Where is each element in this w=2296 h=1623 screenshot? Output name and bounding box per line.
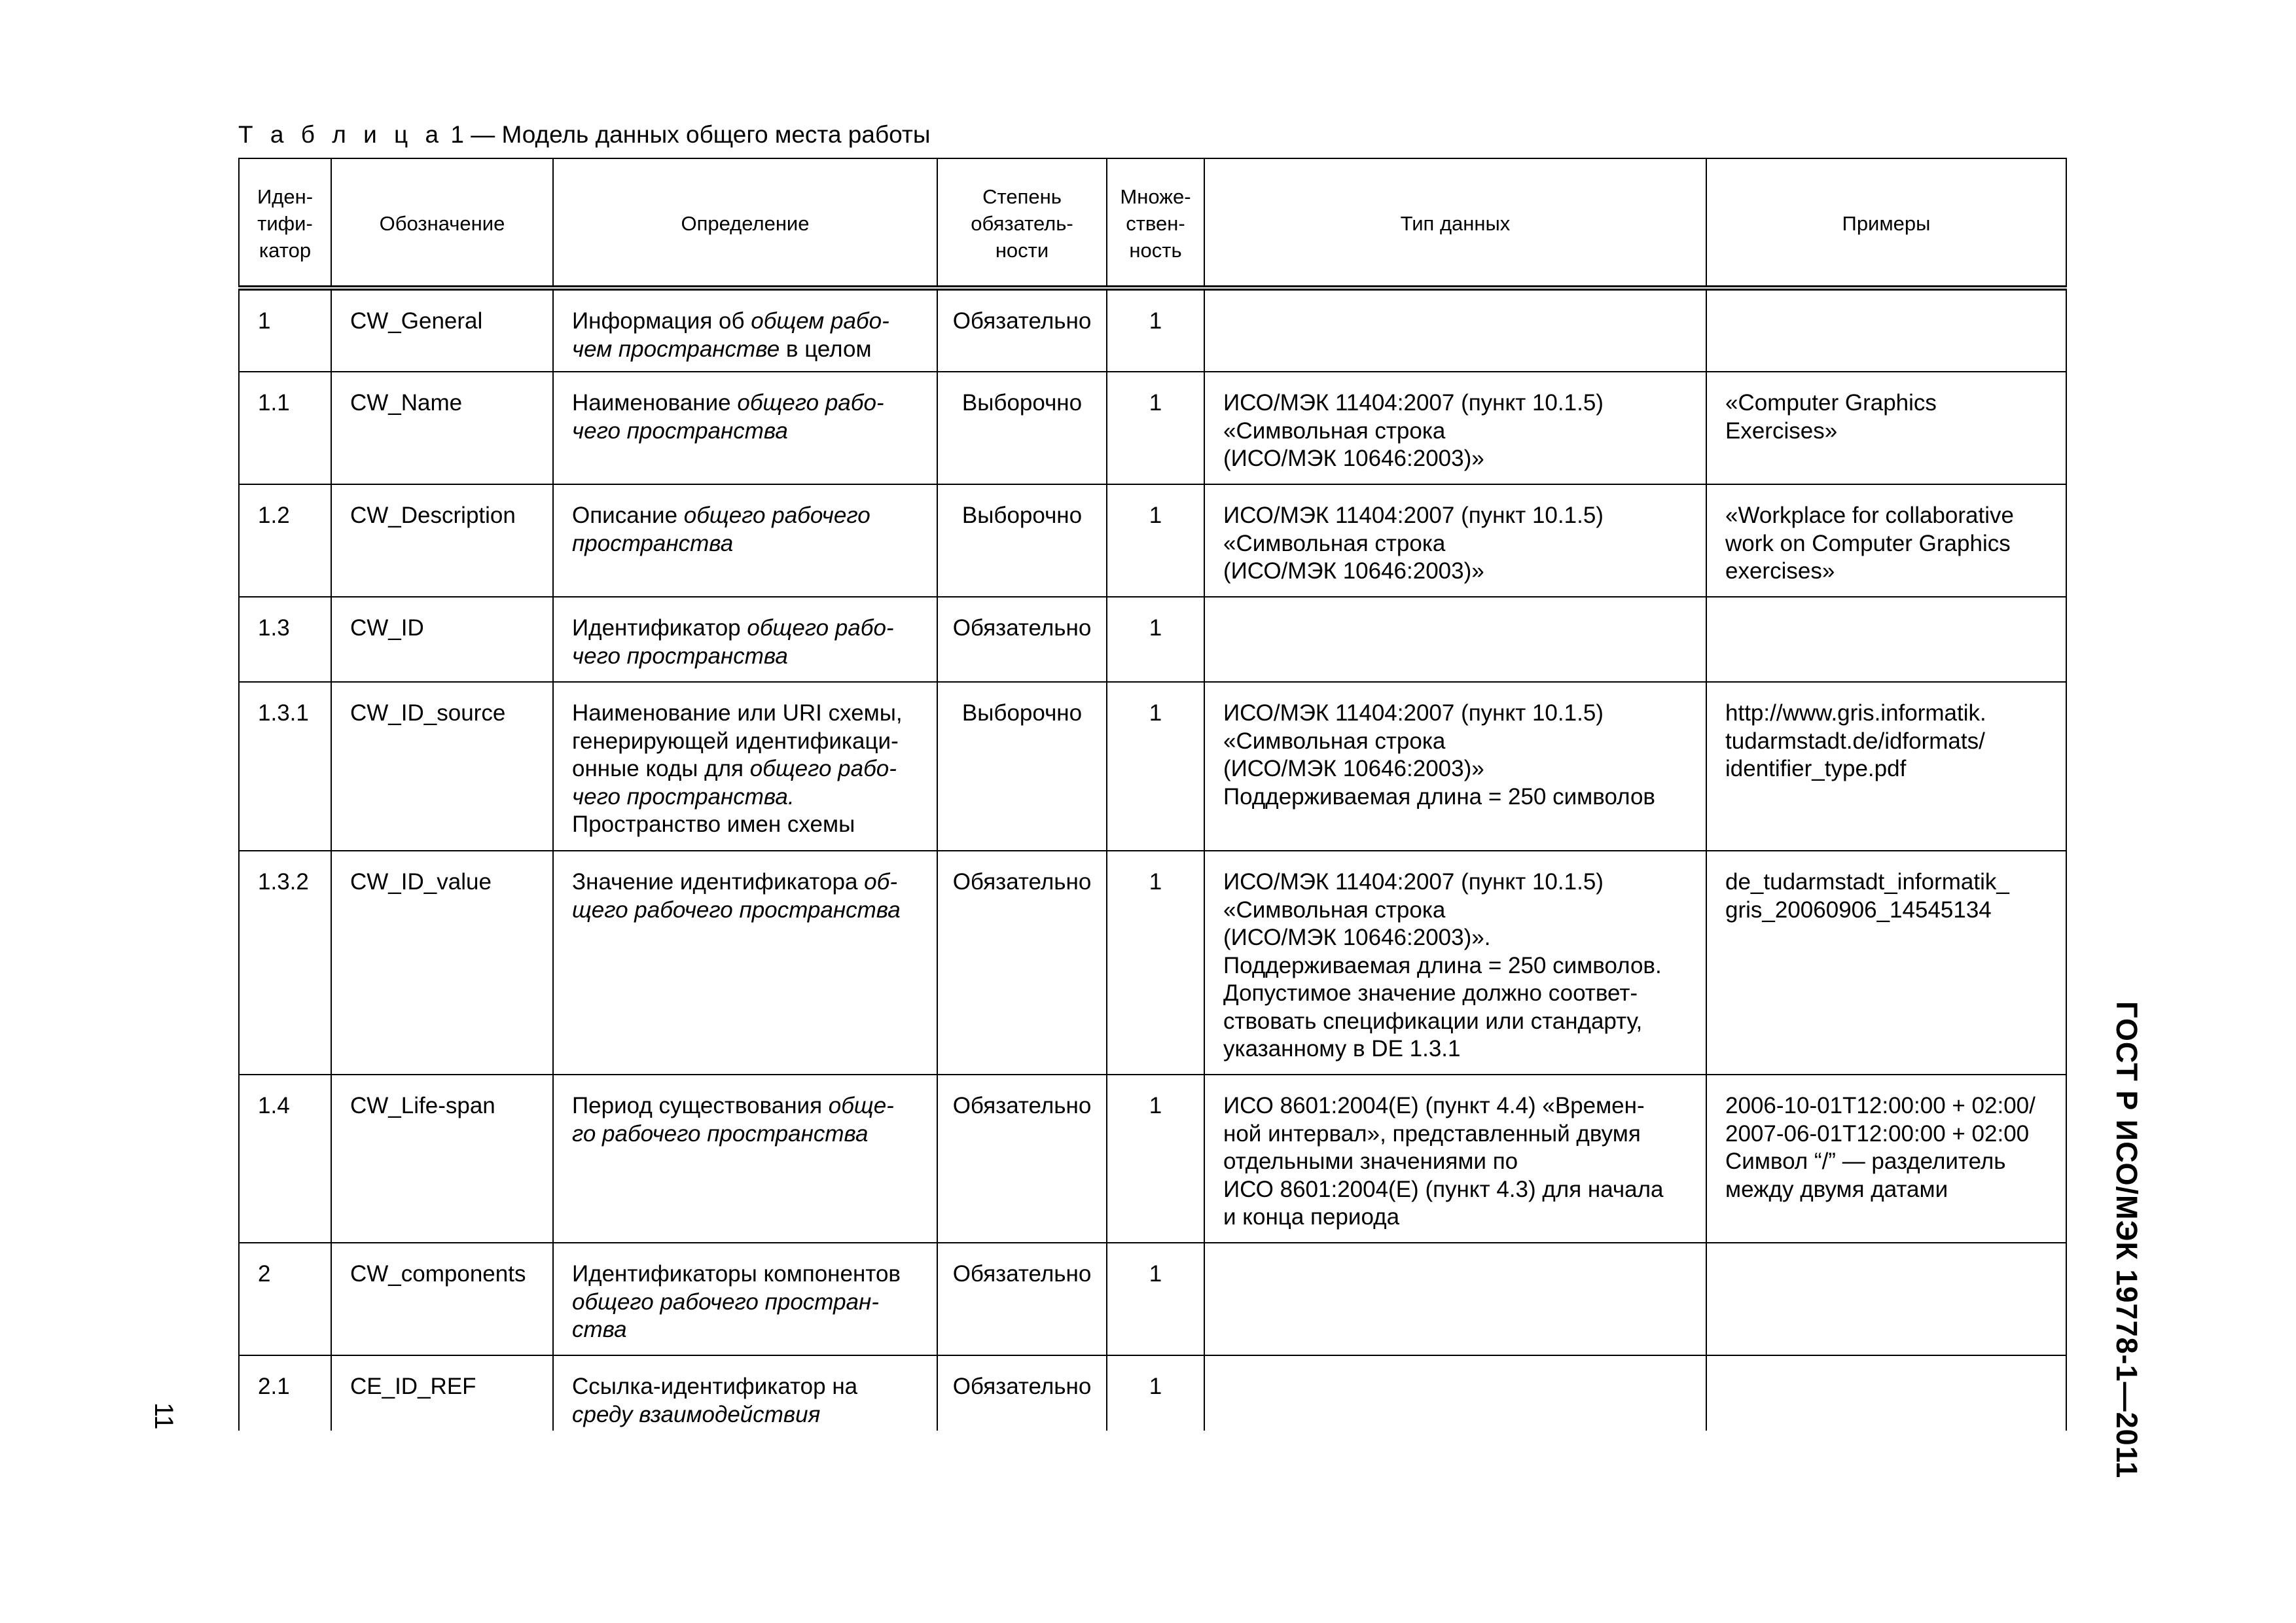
cell-datatype (1204, 288, 1706, 372)
document-designation: ГОСТ Р ИСО/МЭК 19778-1—2011 (2110, 1001, 2144, 1479)
cell-obligation (937, 372, 1107, 484)
cell-line: «Символьная строка (1223, 530, 1446, 556)
cell-datatype (1204, 1075, 1706, 1243)
cell-text: 1 (1149, 1093, 1162, 1118)
definition-line (572, 418, 930, 446)
italic-term: чего пространства (572, 643, 788, 669)
cell-examples (1706, 851, 2066, 1075)
table-row (239, 682, 2066, 851)
cell-text: 1 (1149, 308, 1162, 334)
header-designation (331, 158, 553, 288)
page-bottom-margin (0, 1431, 2296, 1623)
definition-line (572, 1260, 930, 1289)
header-line: Примеры (1842, 212, 1931, 235)
cell-line: ствовать спецификации или стандарту, (1223, 1008, 1643, 1034)
cell-datatype (1204, 484, 1706, 597)
cell-line: Поддерживаемая длина = 250 символов (1223, 783, 1656, 810)
cell-obligation (937, 1355, 1107, 1442)
cell-multiplicity (1107, 597, 1204, 682)
cell-obligation (937, 1243, 1107, 1355)
cell-designation (331, 682, 553, 851)
cell-identifier (239, 1243, 331, 1355)
definition-text: Наименование (572, 390, 738, 416)
definition-line (572, 897, 930, 925)
cell-text: 2.1 (258, 1374, 290, 1399)
cell-designation (331, 597, 553, 682)
cell-line: http://www.gris.informatik. (1725, 700, 1986, 726)
cell-line: указанному в DE 1.3.1 (1223, 1036, 1461, 1061)
header-obligation (937, 158, 1107, 288)
data-model-table (238, 158, 2067, 1442)
cell-identifier (239, 1355, 331, 1442)
table-row (239, 1355, 2066, 1442)
cell-text: CW_Name (350, 390, 463, 416)
header-line: ности (995, 239, 1049, 262)
cell-text: CW_ID_value (350, 869, 492, 895)
cell-text: 1.3 (258, 615, 290, 641)
cell-line: (ИСО/МЭК 10646:2003)» (1223, 756, 1484, 781)
cell-multiplicity (1107, 1355, 1204, 1442)
cell-line: ИСО 8601:2004(E) (пункт 4.3) для начала (1223, 1176, 1664, 1202)
definition-text: Ссылка-идентификатор на (572, 1374, 858, 1399)
cell-examples (1706, 484, 2066, 597)
cell-text: 1.3.1 (258, 700, 309, 726)
cell-line: work on Computer Graphics (1725, 530, 2011, 556)
cell-line: ной интервал», представленный двумя (1223, 1120, 1641, 1147)
caption-number: 1 (450, 121, 464, 148)
cell-line: Поддерживаемая длина = 250 символов. (1223, 952, 1662, 978)
cell-definition (553, 1243, 937, 1355)
cell-line: «Computer Graphics (1725, 390, 1937, 416)
cell-identifier (239, 851, 331, 1075)
cell-text: 1 (258, 308, 271, 334)
cell-text: 1.3.2 (258, 869, 309, 895)
cell-definition (553, 1355, 937, 1442)
cell-text: 1 (1149, 390, 1162, 416)
italic-term: об- (864, 869, 897, 895)
italic-term: общем рабо- (751, 308, 889, 334)
cell-line: ИСО/МЭК 11404:2007 (пункт 10.1.5) (1223, 700, 1604, 726)
header-line: катор (259, 239, 312, 262)
cell-datatype (1204, 1243, 1706, 1355)
cell-text: Выборочно (961, 700, 1083, 726)
cell-datatype (1204, 597, 1706, 682)
definition-text: Наименование или URI схемы, (572, 700, 903, 726)
italic-term: общего рабочего (683, 503, 870, 528)
cell-multiplicity (1107, 484, 1204, 597)
definition-text: онные коды для (572, 756, 750, 781)
cell-multiplicity (1107, 1243, 1204, 1355)
definition-line (572, 308, 930, 336)
header-multiplicity (1107, 158, 1204, 288)
cell-line: de_tudarmstadt_informatik_ (1725, 869, 2009, 895)
italic-term: общего рабо- (737, 390, 884, 416)
cell-line: (ИСО/МЭК 10646:2003)» (1223, 558, 1484, 584)
cell-text: Обязательно (952, 869, 1092, 895)
table-row (239, 597, 2066, 682)
italic-term: ства (572, 1317, 627, 1342)
cell-examples (1706, 288, 2066, 372)
table-row (239, 1243, 2066, 1355)
header-line: Степень (982, 185, 1062, 208)
cell-multiplicity (1107, 372, 1204, 484)
header-datatype (1204, 158, 1706, 288)
cell-line: ИСО/МЭК 11404:2007 (пункт 10.1.5) (1223, 869, 1604, 895)
table-row (239, 288, 2066, 372)
cell-line: 2007-06-01T12:00:00 + 02:00 (1725, 1120, 2030, 1147)
cell-line: (ИСО/МЭК 10646:2003)». (1223, 925, 1491, 950)
cell-text: 1.2 (258, 503, 290, 528)
caption-title: — Модель данных общего места работы (471, 121, 931, 148)
cell-identifier (239, 682, 331, 851)
cell-line: «Символьная строка (1223, 728, 1446, 754)
cell-text: CW_components (350, 1261, 526, 1287)
cell-designation (331, 288, 553, 372)
cell-line: Допустимое значение должно соответ- (1223, 980, 1638, 1006)
header-line: ствен- (1126, 212, 1185, 235)
cell-datatype (1204, 682, 1706, 851)
cell-text: 2 (258, 1261, 271, 1287)
cell-text: Обязательно (952, 1093, 1092, 1118)
header-line: Иден- (257, 185, 314, 208)
definition-line (572, 700, 930, 728)
page-number: 11 (149, 1402, 178, 1430)
cell-text: Обязательно (952, 615, 1092, 641)
italic-term: общего рабо- (747, 615, 894, 641)
definition-line (572, 868, 930, 897)
cell-line: 2006-10-01T12:00:00 + 02:00/ (1725, 1093, 2036, 1118)
italic-term: пространства (572, 530, 734, 556)
cell-definition (553, 288, 937, 372)
cell-line: gris_20060906_14545134 (1725, 897, 1992, 923)
cell-text: Обязательно (952, 1374, 1092, 1399)
cell-identifier (239, 484, 331, 597)
cell-designation (331, 484, 553, 597)
definition-text: в целом (780, 336, 872, 362)
header-line: тифи- (257, 212, 313, 235)
cell-line: и конца периода (1223, 1204, 1400, 1230)
cell-obligation (937, 597, 1107, 682)
definition-line (572, 389, 930, 418)
definition-line (572, 336, 930, 364)
definition-text: Идентификаторы компонентов (572, 1261, 901, 1287)
cell-text: CW_ID_source (350, 700, 506, 726)
cell-text: 1 (1149, 700, 1162, 726)
definition-line (572, 783, 930, 812)
cell-line: ИСО/МЭК 11404:2007 (пункт 10.1.5) (1223, 390, 1604, 416)
cell-text: Выборочно (961, 390, 1083, 416)
cell-designation (331, 851, 553, 1075)
cell-multiplicity (1107, 1075, 1204, 1243)
cell-text: Выборочно (961, 503, 1083, 528)
cell-line: «Символьная строка (1223, 418, 1446, 444)
cell-text: CW_General (350, 308, 483, 334)
cell-examples (1706, 1075, 2066, 1243)
definition-line (572, 1373, 930, 1401)
table-row (239, 851, 2066, 1075)
cell-text: 1 (1149, 1374, 1162, 1399)
definition-line (572, 1401, 930, 1429)
cell-definition (553, 1075, 937, 1243)
cell-identifier (239, 288, 331, 372)
cell-examples (1706, 1243, 2066, 1355)
cell-text: 1 (1149, 615, 1162, 641)
header-examples (1706, 158, 2066, 288)
cell-examples (1706, 372, 2066, 484)
cell-obligation (937, 851, 1107, 1075)
cell-text: 1.4 (258, 1093, 290, 1118)
definition-line (572, 1092, 930, 1120)
definition-line (572, 1316, 930, 1344)
cell-text: Обязательно (952, 308, 1092, 334)
header-line: Тип данных (1400, 212, 1511, 235)
cell-line: между двумя датами (1725, 1176, 1948, 1202)
definition-line (572, 1120, 930, 1149)
cell-definition (553, 372, 937, 484)
cell-designation (331, 372, 553, 484)
definition-text: Значение идентификатора (572, 869, 865, 895)
definition-line (572, 502, 930, 530)
header-line: Определение (681, 212, 810, 235)
cell-obligation (937, 288, 1107, 372)
cell-examples (1706, 682, 2066, 851)
table-row (239, 372, 2066, 484)
definition-line (572, 643, 930, 671)
header-line: Множе- (1120, 185, 1191, 208)
cell-line: Exercises» (1725, 418, 1838, 444)
cell-obligation (937, 1075, 1107, 1243)
cell-definition (553, 682, 937, 851)
definition-line (572, 530, 930, 558)
italic-term: щего рабочего пространства (572, 897, 901, 923)
cell-examples (1706, 597, 2066, 682)
italic-term: го рабочего пространства (572, 1120, 869, 1147)
cell-line: (ИСО/МЭК 10646:2003)» (1223, 446, 1484, 471)
cell-datatype (1204, 851, 1706, 1075)
definition-text: Описание (572, 503, 684, 528)
cell-identifier (239, 372, 331, 484)
cell-line: ИСО/МЭК 11404:2007 (пункт 10.1.5) (1223, 503, 1604, 528)
header-line: ность (1129, 239, 1182, 262)
cell-definition (553, 597, 937, 682)
cell-line: отдельными значениями по (1223, 1149, 1518, 1174)
cell-text: 1.1 (258, 390, 290, 416)
cell-designation (331, 1243, 553, 1355)
table-body (239, 288, 2066, 1442)
definition-text: Идентификатор (572, 615, 747, 641)
header-line: Обозначение (379, 212, 505, 235)
cell-multiplicity (1107, 288, 1204, 372)
cell-multiplicity (1107, 851, 1204, 1075)
caption-label: Т а б л и ц а (238, 121, 444, 148)
italic-term: чем пространстве (572, 336, 780, 362)
cell-line: identifier_type.pdf (1725, 756, 1907, 781)
cell-text: 1 (1149, 869, 1162, 895)
italic-term: чего пространства. (572, 783, 795, 810)
cell-text: 1 (1149, 503, 1162, 528)
cell-text: CW_Description (350, 503, 516, 528)
cell-line: Символ “/” — разделитель (1725, 1149, 2006, 1174)
cell-text: CW_ID (350, 615, 424, 641)
cell-line: ИСО 8601:2004(E) (пункт 4.4) «Времен- (1223, 1093, 1645, 1118)
italic-term: общего рабочего простран- (572, 1289, 879, 1315)
italic-term: общего рабо- (749, 756, 897, 781)
header-identifier (239, 158, 331, 288)
definition-line (572, 755, 930, 783)
cell-line: tudarmstadt.de/idformats/ (1725, 728, 1985, 754)
cell-obligation (937, 484, 1107, 597)
cell-text: CW_Life-span (350, 1093, 495, 1118)
cell-datatype (1204, 372, 1706, 484)
cell-obligation (937, 682, 1107, 851)
table-row (239, 484, 2066, 597)
definition-text: Период существования (572, 1093, 829, 1118)
cell-multiplicity (1107, 682, 1204, 851)
cell-identifier (239, 597, 331, 682)
cell-identifier (239, 1075, 331, 1243)
header-definition (553, 158, 937, 288)
table-row (239, 1075, 2066, 1243)
cell-definition (553, 484, 937, 597)
italic-term: обще- (828, 1093, 894, 1118)
cell-line: «Символьная строка (1223, 897, 1446, 923)
definition-text: Информация об (572, 308, 751, 334)
definition-line (572, 811, 930, 839)
cell-designation (331, 1075, 553, 1243)
cell-examples (1706, 1355, 2066, 1442)
cell-definition (553, 851, 937, 1075)
cell-text: Обязательно (952, 1261, 1092, 1287)
italic-term: чего пространства (572, 418, 788, 444)
table-caption (238, 120, 930, 149)
definition-line (572, 728, 930, 756)
cell-line: «Workplace for collaborative (1725, 503, 2014, 528)
definition-line (572, 1289, 930, 1317)
cell-text: CE_ID_REF (350, 1374, 476, 1399)
cell-designation (331, 1355, 553, 1442)
italic-term: среду взаимодействия (572, 1401, 821, 1427)
cell-datatype (1204, 1355, 1706, 1442)
cell-text: 1 (1149, 1261, 1162, 1287)
definition-line (572, 615, 930, 643)
definition-text: Пространство имен схемы (572, 812, 855, 837)
header-row (239, 158, 2066, 288)
header-line: обязатель- (971, 212, 1073, 235)
definition-text: генерирующей идентификаци- (572, 728, 899, 754)
cell-line: exercises» (1725, 558, 1835, 584)
